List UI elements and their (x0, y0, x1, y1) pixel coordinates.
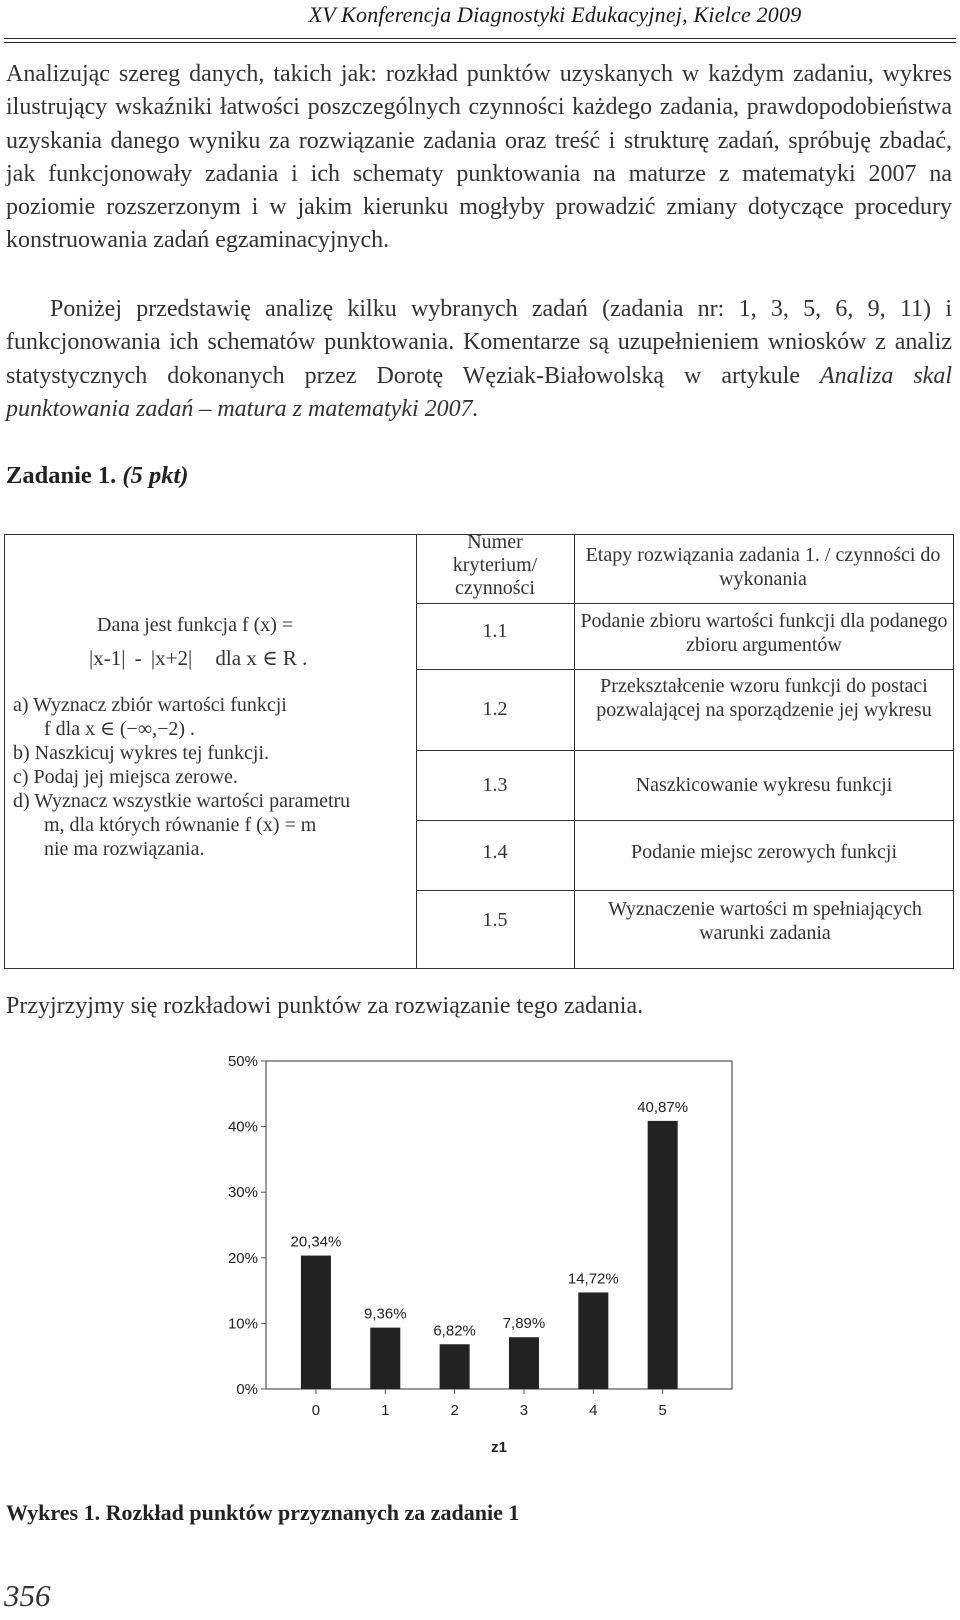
row-divider (416, 603, 953, 604)
x-tick-label: 3 (519, 1402, 529, 1419)
plot-area (228, 1053, 732, 1456)
task-part-d-line3: nie ma rozwiązania. (44, 838, 205, 860)
task-heading-label: Zadanie 1. (6, 462, 117, 489)
task-formula (89, 646, 307, 670)
header-rule (4, 38, 956, 39)
y-tick-label: 0% (236, 1381, 258, 1398)
row-divider (416, 750, 953, 751)
bar (440, 1344, 470, 1389)
table-header-stages: Etapy rozwiązania zadania 1. / czynności do wykonania (585, 544, 941, 590)
row-divider (416, 820, 953, 821)
task-part-a-domain: f dla x ∈ (−∞,−2) . (44, 718, 196, 740)
y-tick-label: 20% (228, 1249, 258, 1267)
header-rule-secondary (4, 42, 956, 43)
article-title: Analiza skal punktowania zadań – matura z matematyki 2007. (6, 362, 952, 422)
table-row-number: 1.4 (482, 841, 508, 863)
table-row-number: 1.1 (482, 620, 508, 642)
data-label: 9,36% (364, 1305, 407, 1323)
paragraph-plan (6, 293, 952, 426)
x-axis-label: z1 (491, 1439, 507, 1456)
x-tick-label: 2 (450, 1402, 459, 1419)
bar (648, 1121, 678, 1389)
formula-domain: dla x ∈ R . (215, 646, 308, 670)
table-row-desc: Podanie miejsc zerowych funkcji (630, 841, 898, 863)
data-label: 7,89% (502, 1315, 546, 1333)
running-header: XV Konferencja Diagnostyki Edukacyjnej, Kielce 2009 (308, 2, 802, 27)
formula-abs-1: |x-1| (89, 646, 126, 670)
task-part-a: a) Wyznacz zbiór wartości funkcji (13, 694, 287, 716)
task-table (4, 531, 954, 969)
paragraph-intro: Analizując szereg danych, takich jak: rozkład punktów uzyskanych w każdym zadaniu, wykres ilustrujący wskaźniki łatwości poszczególnych czynności każdego zadania, prawdopodobieństwa uzyskania danego wyniku za rozwiązanie zadania oraz treść i strukturę zadań, spróbuję zbadać, jak funkcjonowały zadania i ich schematy punktowania na maturze z matematyki 2007 na poziomie rozszerzonym i w jakim kierunku mogłyby prowadzić zmiany dotyczące procedury konstruowania zadań egzaminacyjnych. (6, 61, 952, 254)
figure-caption: Wykres 1. Rozkład punktów przyznanych za zadanie 1 (6, 1500, 520, 1525)
task-function-definition: Dana jest funkcja f (x) = (97, 614, 294, 636)
data-label: 20,34% (290, 1233, 342, 1251)
bar (301, 1256, 331, 1389)
page-number: 356 (4, 1578, 51, 1613)
task-points: (5 pkt) (122, 462, 189, 489)
bar (578, 1292, 608, 1389)
y-tick-label: 50% (228, 1053, 258, 1070)
table-row-desc: Naszkicowanie wykresu funkcji (635, 774, 893, 796)
column-divider (574, 535, 575, 968)
data-label: 40,87% (637, 1098, 689, 1116)
task-part-d: d) Wyznacz wszystkie wartości parametru (13, 790, 351, 812)
x-tick-label: 4 (589, 1402, 598, 1419)
y-tick-label: 10% (228, 1315, 258, 1333)
table-row-number: 1.5 (482, 909, 508, 931)
table-row-desc: Wyznaczenie wartości m spełniających warunki zadania (608, 898, 922, 944)
y-tick-label: 40% (228, 1118, 258, 1136)
paragraph-plan-text: Poniżej przedstawię analizę kilku wybranych zadań (zadania nr: 1, 3, 5, 6, 9, 11) i funkcjonowania ich schematów punktowania. Komentarze są uzupełnieniem wniosków z analiz statystycznych dokonanych przez Dorotę Węziak-Białowolską w artykule (6, 296, 952, 389)
data-label: 6,82% (433, 1322, 476, 1340)
column-divider (416, 535, 417, 968)
formula-minus: - (134, 646, 142, 670)
table-header-number: Numer kryterium/ czynności (452, 531, 538, 599)
task-part-b: b) Naszkicuj wykres tej funkcji. (13, 742, 270, 764)
chart-intro-text: Przyjrzyjmy się rozkładowi punktów za rozwiązanie tego zadania. (6, 993, 644, 1019)
table-row-desc: Przekształcenie wzoru funkcji do postaci pozwalającej na sporządzenie jej wykresu (596, 675, 932, 721)
x-tick-label: 0 (311, 1402, 321, 1419)
bar-chart (228, 1046, 748, 1466)
task-heading (6, 462, 188, 490)
bar (370, 1328, 400, 1389)
table-row-desc: Podanie zbioru wartości funkcji dla podanego zbioru argumentów (580, 610, 948, 656)
bar (509, 1337, 539, 1389)
x-tick-label: 5 (658, 1402, 667, 1419)
row-divider (416, 890, 953, 891)
y-tick-label: 30% (228, 1184, 258, 1202)
row-divider (416, 669, 953, 670)
formula-abs-2: |x+2| (150, 646, 193, 670)
data-label: 14,72% (567, 1270, 619, 1288)
task-part-c: c) Podaj jej miejsca zerowe. (13, 766, 238, 788)
x-tick-label: 1 (381, 1402, 390, 1419)
task-part-d-line2: m, dla których równanie f (x) = m (44, 814, 317, 836)
table-row-number: 1.2 (482, 698, 508, 720)
table-row-number: 1.3 (482, 774, 508, 796)
